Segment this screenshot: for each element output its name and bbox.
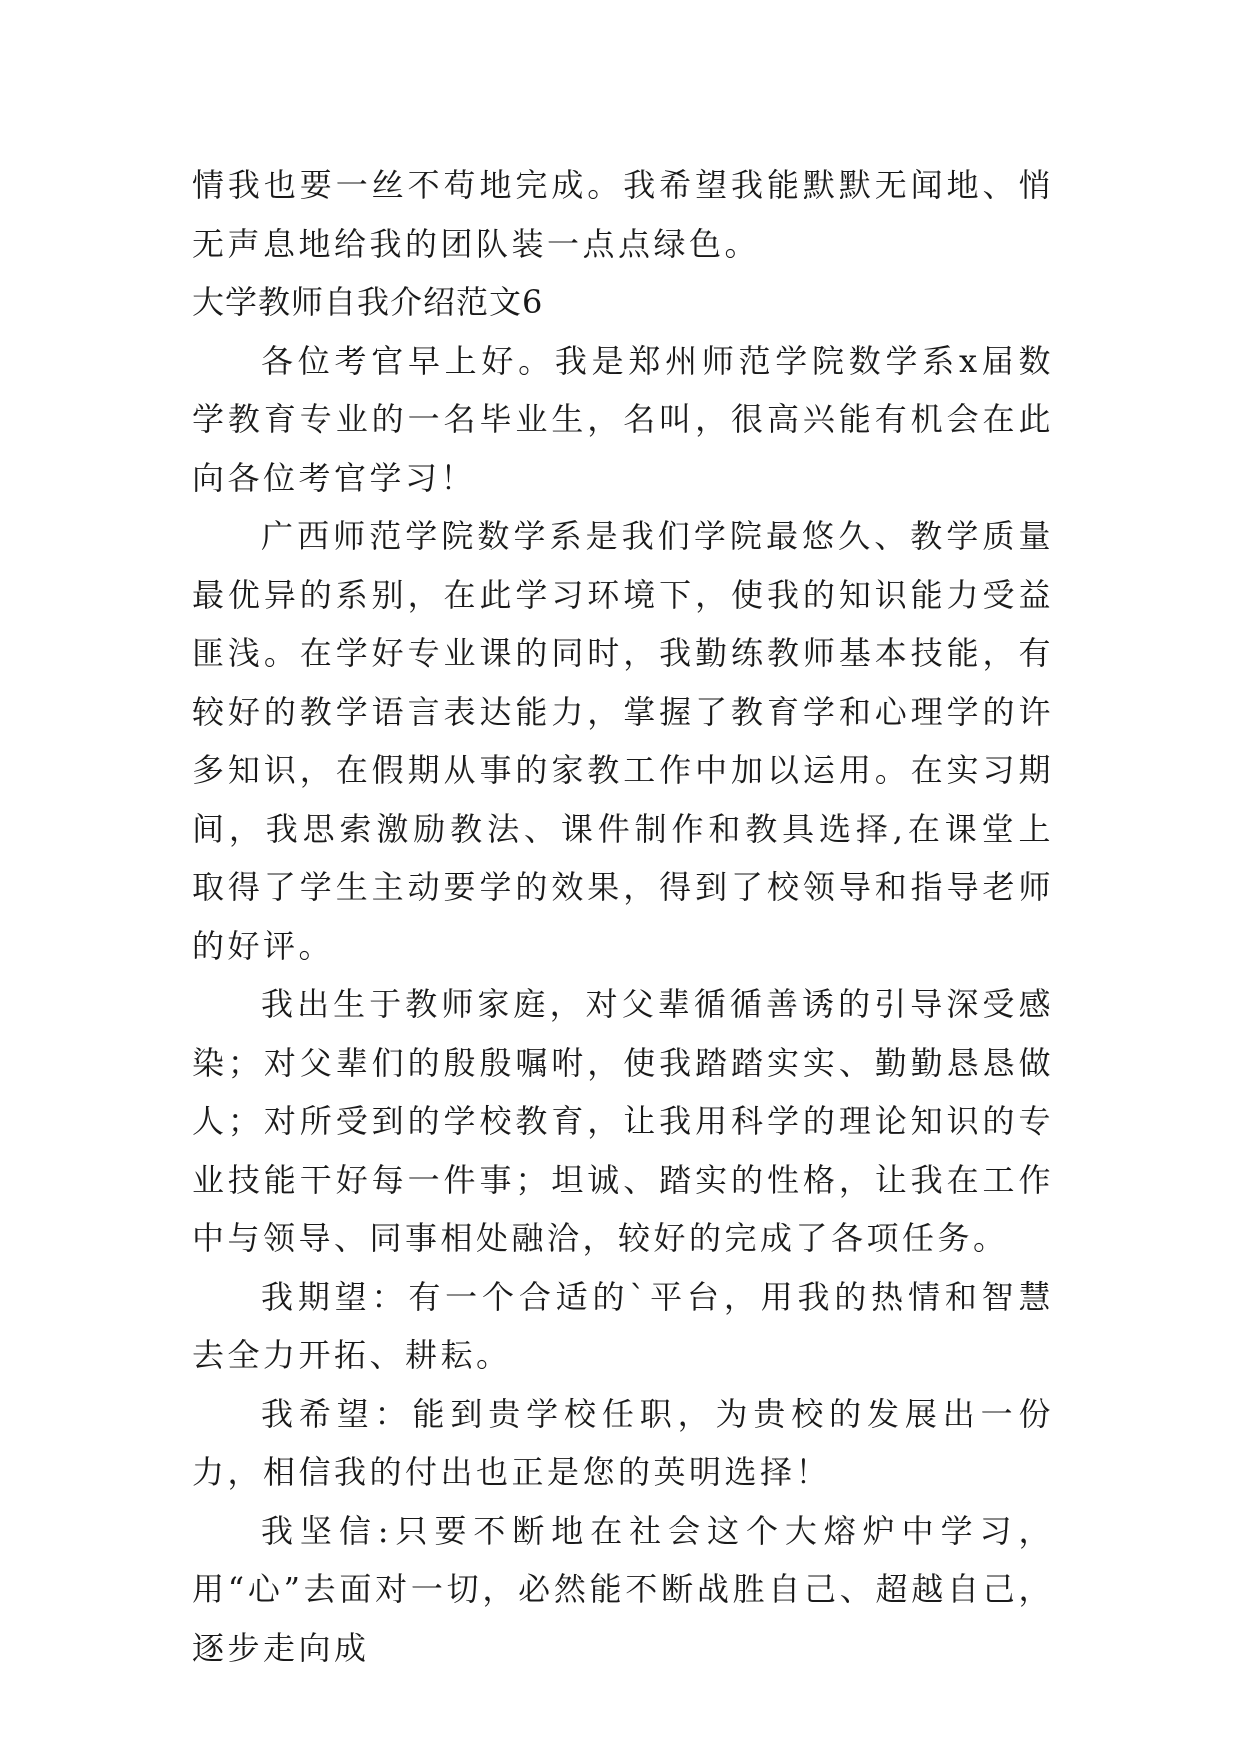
paragraph-expectation: 我期望：有一个合适的`平台，用我的热情和智慧去全力开拓、耕耘。 [192, 1277, 1054, 1374]
paragraph-continuation: 情我也要一丝不苟地完成。我希望我能默默无闻地、悄无声息地给我的团队装一点点绿色。 [192, 166, 1054, 263]
document-body [192, 156, 1054, 1677]
paragraph-belief: 我坚信:只要不断地在社会这个大熔炉中学习，用“心”去面对一切，必然能不断战胜自己、超越自己，逐步走向成 [192, 1511, 1054, 1667]
paragraph-greeting: 各位考官早上好。我是郑州师范学院数学系x届数学教育专业的一名毕业生，名叫，很高兴能有机会在此向各位考官学习！ [192, 341, 1054, 497]
section-heading: 大学教师自我介绍范文6 [192, 283, 544, 321]
paragraph-education: 广西师范学院数学系是我们学院最悠久、教学质量最优异的系别，在此学习环境下，使我的知识能力受益匪浅。在学好专业课的同时，我勤练教师基本技能，有较好的教学语言表达能力，掌握了教育学和心理学的许多知识，在假期从事的家教工作中加以运用。在实习期间，我思索激励教法、课件制作和教具选择,在课堂上取得了学生主动要学的效果，得到了校领导和指导老师的好评。 [192, 517, 1054, 965]
paragraph-family: 我出生于教师家庭，对父辈循循善诱的引导深受感染；对父辈们的殷殷嘱咐，使我踏踏实实、勤勤恳恳做人；对所受到的学校教育，让我用科学的理论知识的专业技能干好每一件事；坦诚、踏实的性格，让我在工作中与领导、同事相处融洽，较好的完成了各项任务。 [192, 985, 1054, 1257]
paragraph-hope: 我希望：能到贵学校任职，为贵校的发展出一份力，相信我的付出也正是您的英明选择！ [192, 1394, 1054, 1491]
